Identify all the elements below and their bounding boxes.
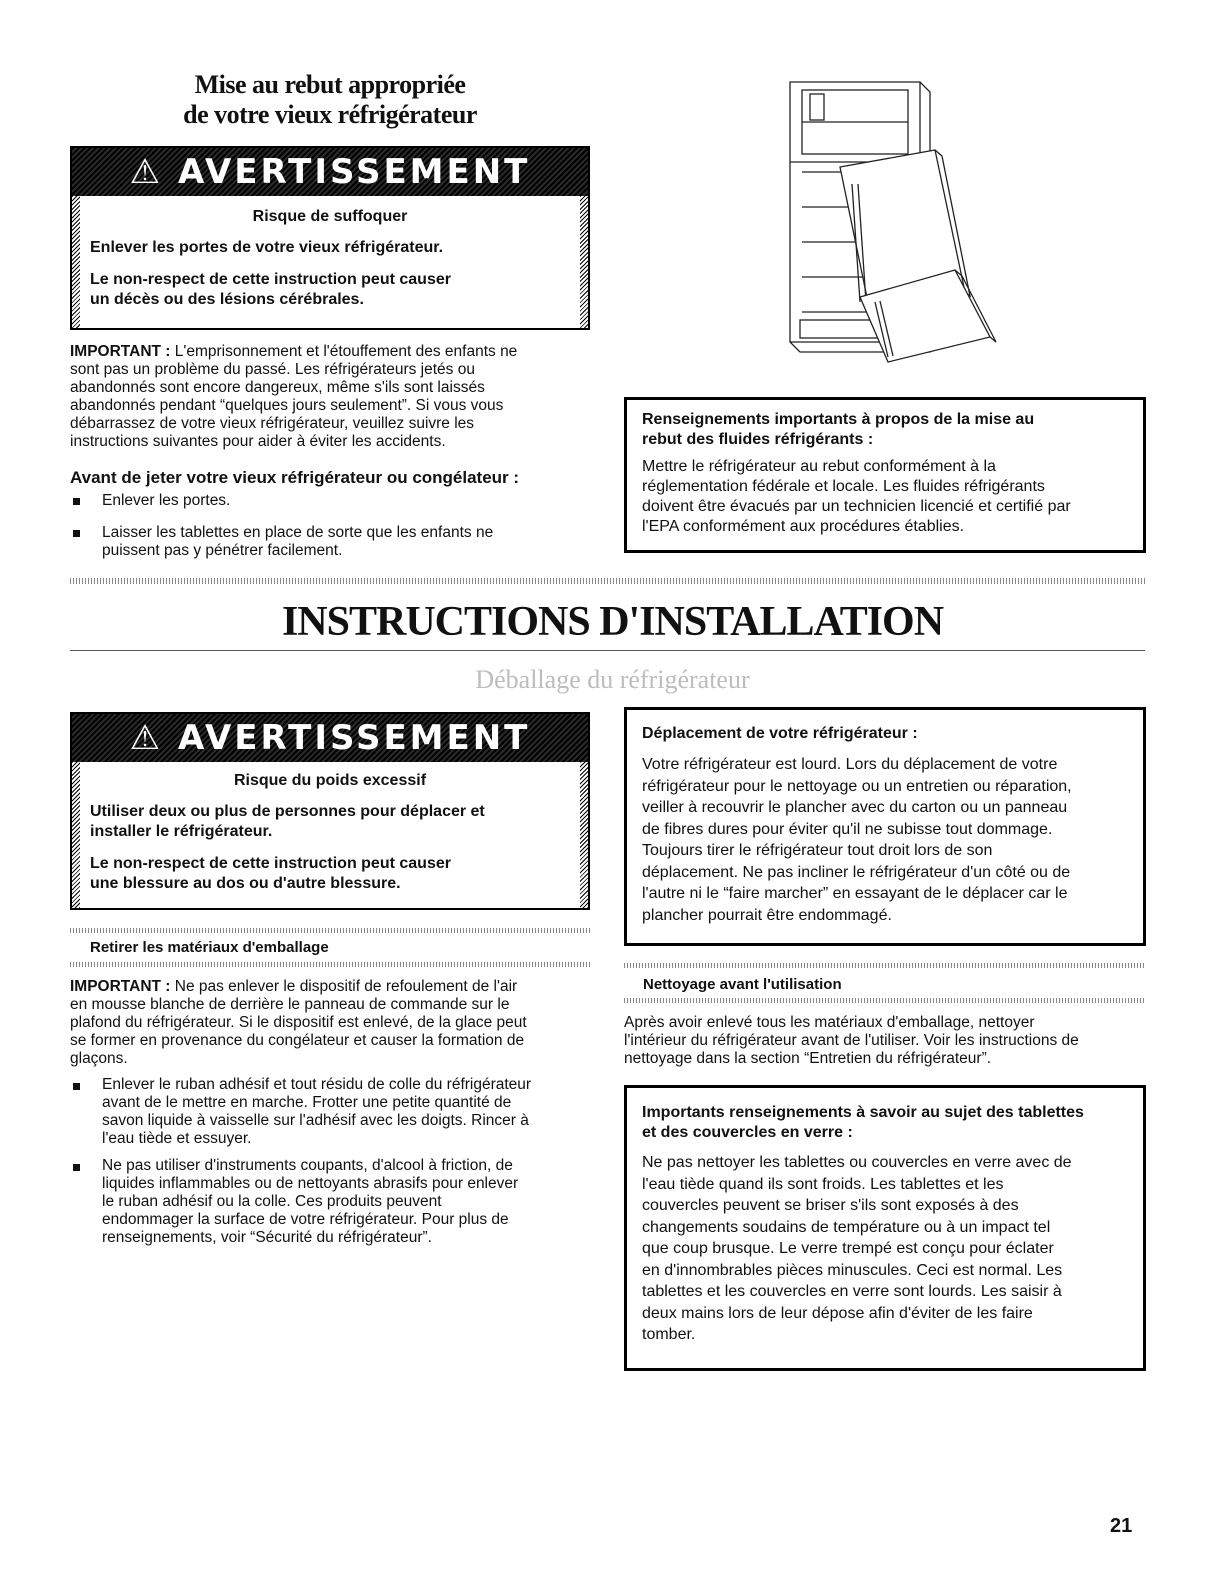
heading-rule [70, 928, 590, 933]
page-number: 21 [1110, 1515, 1133, 1537]
warning-triangle-icon: ⚠ [129, 152, 164, 192]
glass-heading-line1: Importants renseignements à savoir au sujet des tablettes [642, 1104, 1084, 1121]
before-disposal-heading: Avant de jeter votre vieux réfrigérateur ou congélateur : [70, 468, 520, 487]
disposal-title-line1: Mise au rebut appropriée [194, 70, 466, 99]
disposal-important-paragraph: IMPORTANT : L'emprisonnement et l'étouffement des enfants ne sont pas un problème du passé. Les réfrigérateurs jetés ou abandonnés sont encore dangereux, même s'ils sont laissés abandonnés pendant “quelques jours seulement”. Si vous vous débarrassez de votre vieux réfrigérateur, veuillez suivre les instructions suivantes pour aider à éviter les accidents. [70, 343, 518, 450]
cleaning-heading: Nettoyage avant l'utilisation [643, 976, 842, 993]
refrigerant-heading-line2: rebut des fluides réfrigérants : [642, 431, 874, 448]
disposal-title [130, 70, 530, 130]
bullet-marker [73, 1083, 80, 1090]
warning-risk: Risque du poids excessif [233, 772, 427, 789]
warning-risk: Risque de suffoquer [252, 208, 408, 225]
heading-rule [624, 998, 1145, 1003]
suffocation-warning-box [70, 146, 590, 330]
important-label: IMPORTANT : [70, 978, 171, 995]
unpacking-subtitle: Déballage du réfrigérateur [475, 665, 750, 694]
cleaning-paragraph: Après avoir enlevé tous les matériaux d'emballage, nettoyer l'intérieur du réfrigérateur avant de l'utiliser. Voir les instructions de nettoyage dans la section “Entretien du réfrigérateur”. [624, 1014, 1079, 1067]
heading-rule [70, 962, 590, 967]
remove-packaging-heading: Retirer les matériaux d'emballage [90, 939, 329, 956]
warning-consequence-line1: Le non-respect de cette instruction peut causer [90, 855, 451, 872]
bullet-marker [73, 498, 80, 505]
warning-instruction-line1: Utiliser deux ou plus de personnes pour déplacer et [90, 803, 485, 820]
moving-info-box: Déplacement de votre réfrigérateur : Votre réfrigérateur est lourd. Lors du déplacement de votre réfrigérateur pour le nettoyage ou un entretien ou réparation, veiller à recouvrir le plancher avec du carton ou un panneau de fibres dures pour éviter qu'il ne subisse tout dommage. Toujours tirer le réfrigérateur tout droit lors de son déplacement. Ne pas incliner le réfrigérateur d'un côté ou de l'autre ni le “faire marcher” en essayant de le déplacer car le plancher pourrait être endommagé. [624, 707, 1146, 946]
warning-header-text: AVERTISSEMENT [177, 718, 531, 758]
warning-consequence-line1: Le non-respect de cette instruction peut causer [90, 271, 451, 288]
remove-important-paragraph: IMPORTANT : Ne pas enlever le dispositif de refoulement de l'air en mousse blanche de derrière le panneau de commande sur le plafond du réfrigérateur. Si le dispositif est enlevé, de la glace peut se former en provenance du congélateur et causer la formation de glaçons. [70, 978, 527, 1067]
glass-info-box: Importants renseignements à savoir au sujet des tablettes et des couvercles en verre : Ne pas nettoyer les tablettes ou couvercles en verre avec de l'eau tiède quand ils sont froids. Les tablettes et les couvercles peuvent se briser s'ils sont exposés à des changements soudains de température ou à un impact tel que coup brusque. Le verre trempé est conçu pour éclater en d'innombrables pièces minuscules. Ceci est normal. Les tablettes et les couvercles en verre sont lourds. Les saisir à deux mains lors de leur dépose afin d'éviter de les faire tomber. [624, 1085, 1146, 1371]
title-underline [70, 650, 1145, 651]
warning-consequence-line2: une blessure au dos ou d'autre blessure. [90, 875, 401, 892]
disposal-title-line2: de votre vieux réfrigérateur [183, 100, 477, 129]
weight-warning-box [70, 712, 590, 910]
glass-heading-line2: et des couvercles en verre : [642, 1124, 853, 1141]
moving-heading: Déplacement de votre réfrigérateur : [642, 725, 918, 742]
list-item: Ne pas utiliser d'instruments coupants, d'alcool à friction, de liquides inflammables ou de nettoyants abrasifs pour enlever le ruban adhésif ou la colle. Ces produits peuvent endommager la surface de votre réfrigérateur. Pour plus de renseignements, voir “Sécurité du réfrigérateur”. [102, 1157, 519, 1246]
warning-header-text: AVERTISSEMENT [177, 152, 531, 192]
heading-rule [624, 963, 1145, 968]
warning-triangle-icon: ⚠ [129, 718, 164, 758]
bullet-marker [73, 1164, 80, 1171]
warning-consequence-line2: un décès ou des lésions cérébrales. [90, 291, 364, 308]
warning-header [72, 148, 588, 196]
list-item: Laisser les tablettes en place de sorte que les enfants ne puissent pas y pénétrer facilement. [102, 524, 494, 559]
warning-instruction-line2: installer le réfrigérateur. [90, 823, 273, 840]
refrigerant-info-box: Renseignements importants à propos de la mise au rebut des fluides réfrigérants : Mettre le réfrigérateur au rebut conformément à la réglementation fédérale et locale. Les fluides réfrigérants doivent être évacués par un technicien licencié et certifié par l'EPA conformément aux procédures établies. [624, 397, 1146, 553]
warning-instruction: Enlever les portes de votre vieux réfrigérateur. [90, 239, 444, 256]
section-divider [70, 578, 1145, 584]
bullet-marker [73, 530, 80, 537]
warning-header [72, 714, 588, 762]
refrigerator-doors-removed-illustration [770, 72, 1030, 372]
list-item: Enlever les portes. [102, 492, 231, 509]
list-item: Enlever le ruban adhésif et tout résidu de colle du réfrigérateur avant de le mettre en marche. Frotter une petite quantité de savon liquide à vaisselle sur l'adhésif avec les doigts. Rincer à l'eau tiède et essuyer. [102, 1076, 532, 1147]
installation-title: INSTRUCTIONS D'INSTALLATION [281, 599, 944, 645]
important-label: IMPORTANT : [70, 343, 171, 360]
refrigerant-heading-line1: Renseignements importants à propos de la mise au [642, 411, 1035, 428]
